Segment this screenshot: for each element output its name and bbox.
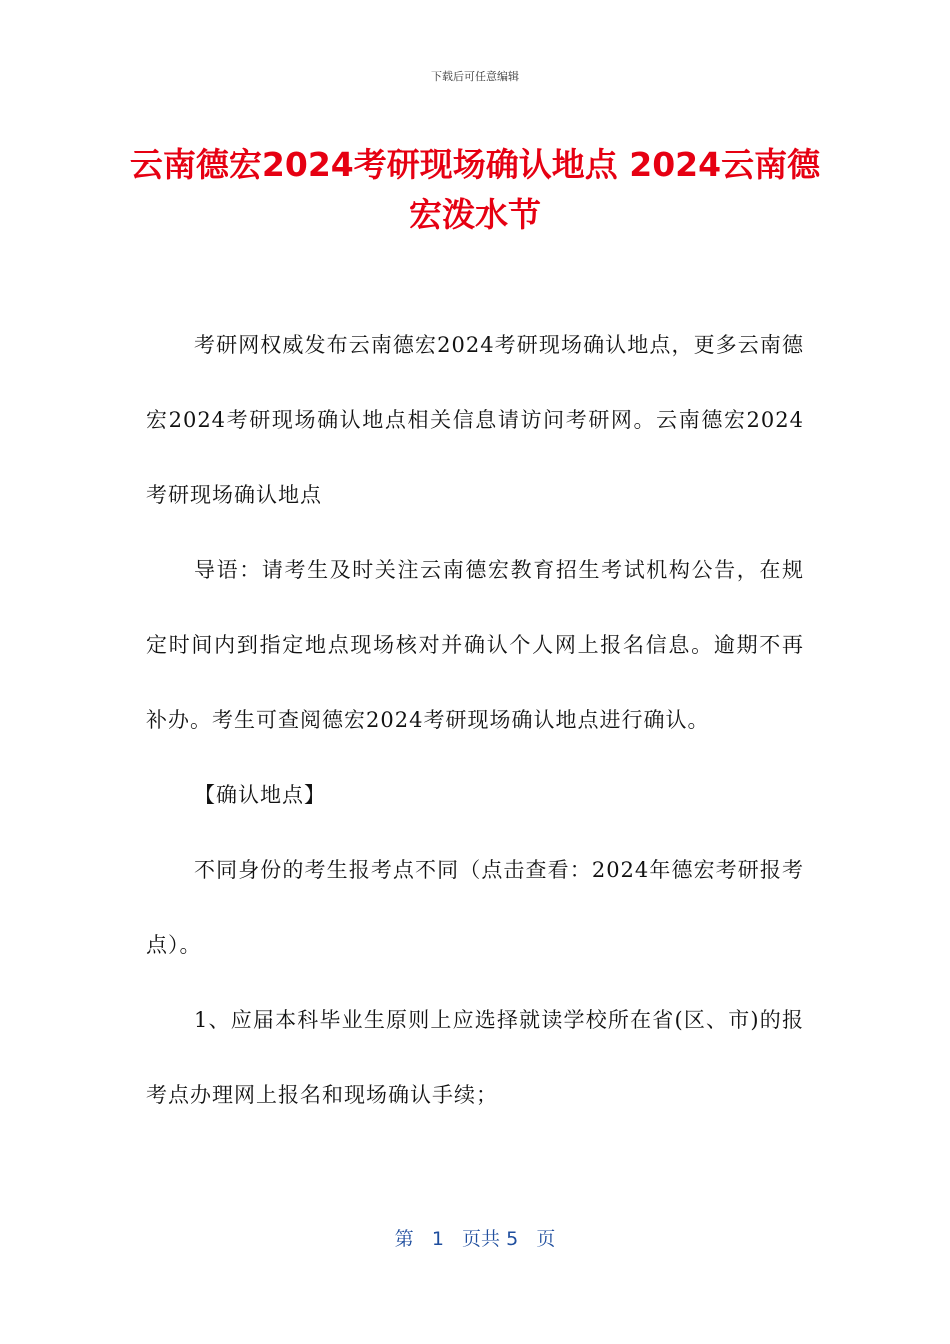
section-heading-confirm-location: 【确认地点】 bbox=[194, 783, 326, 807]
paragraph-guide: 导语：请考生及时关注云南德宏教育招生考试机构公告，在规定时间内到指定地点现场核对并确认个人网上报名信息。逾期不再补办。考生可查阅德宏2024考研现场确认地点进行确认。 bbox=[146, 558, 804, 732]
footer-total-pages: 5 bbox=[506, 1228, 519, 1250]
document-title: 云南德宏2024考研现场确认地点 2024云南德宏泼水节 bbox=[129, 145, 821, 234]
paragraph-rule-1: 1、应届本科毕业生原则上应选择就读学校所在省(区、市)的报考点办理网上报名和现场确认手续； bbox=[146, 1008, 804, 1107]
paragraph-intro: 考研网权威发布云南德宏2024考研现场确认地点，更多云南德宏2024考研现场确认地点相关信息请访问考研网。云南德宏2024考研现场确认地点 bbox=[146, 333, 804, 507]
footer-prefix: 第 bbox=[394, 1228, 414, 1250]
page-footer bbox=[0, 1224, 950, 1251]
footer-mid: 页共 bbox=[462, 1228, 501, 1250]
header-note: 下载后可任意编辑 bbox=[431, 70, 519, 83]
footer-suffix: 页 bbox=[536, 1228, 556, 1250]
paragraph-registration-points: 不同身份的考生报考点不同（点击查看：2024年德宏考研报考点）。 bbox=[146, 858, 804, 957]
document-body bbox=[146, 308, 804, 1133]
footer-page-number: 1 bbox=[431, 1228, 444, 1250]
